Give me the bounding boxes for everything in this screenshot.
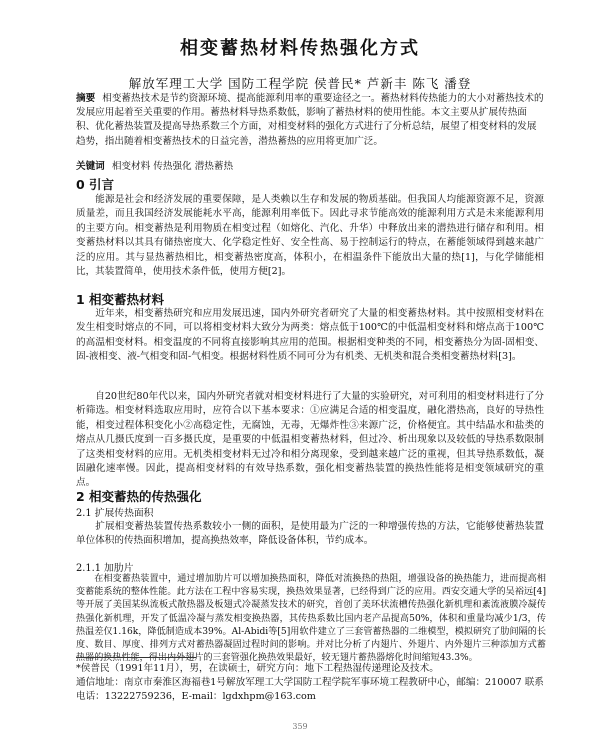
footnote-divider	[76, 657, 196, 658]
footnote-author-bio: *侯普民（1991年11月），男，在读硕士，研究方向：地下工程热湿传递理论及技术。	[76, 663, 439, 674]
footnote-address: 通信地址：南京市秦淮区海福巷1号解放军理工大学国防工程学院军事环境工程教研中心，邮编：210007 联系电话：13222759236，E-mail：lgdxhpm@163.com	[76, 677, 544, 703]
intro-paragraph: 能源是社会和经济发展的重要保障，是人类赖以生存和发展的物质基础。但我国人均能源资源不足，资源质量差，而且我国经济发展能耗水平高，能源利用率低下。因此寻求节能高效的能源利用方式是未来能源利用的主要方向。相变蓄热是利用物质在相变过程（如熔化、汽化、升华）中释放出来的潜热进行储存和利用。相变蓄热材料以其具有储热密度大、化学稳定性好、安全性高、易于控制运行的特点，在蓄能领域得到越来越广泛的应用。其与显热蓄热相比，相变蓄热密度高，体积小，在相温条件下能放出大量的热[1]，与化学储能相比，其装置简单，使用技术条件低，使用方便[2]。	[76, 194, 544, 278]
fins-paragraph: 在相变蓄热装置中，通过增加肋片可以增加换热面积，降低对流换热的热阻，增强设备的换热能力，进而提高相变蓄能系统的整体性能。此方法在工程中容易实现，换热效果显著，已经得到广泛的应用。西安交通大学的吴裕远[4]等开展了美国某纵流板式散热器及板翅式冷凝蒸发技术的研究，首创了美环状流槽传热强化新机理和紊流液膜冷凝传热强化新机理，开发了低温冷凝与蒸发相变换热器，其传热系数比国内老产品提高50%，体积和重量均减少1/3，传热温差仅1.16k，降低制造成本39%。Al-Abidi等[5]用软件建立了三套管蓄热器的二维模型，模拟研究了肋间隔的长度、数目、厚度、排列方式对蓄热器凝固过程时间的影响。并对比分析了内翅片、外翅片、内外翅片三种添加方式蓄热器的换热性能，得出内外翅片的三套管强化换热效果最好，较无翅片蓄热器熔化时间缩短43.3%。	[76, 574, 546, 664]
subsection-heading-fins: 2.1.1 加肋片	[76, 563, 134, 574]
section-heading-heat-transfer: 2 相变蓄热的传热强化	[76, 489, 202, 504]
section-heading-introduction: 0 引言	[76, 177, 115, 192]
materials-paragraph-2: 自20世纪80年代以来，国内外研究者就对相变材料进行了大量的实验研究，对可利用的相变材料进行了分析筛选。相变材料选取应用时，应符合以下基本要求：①应满足合适的相变温度，融化潜热高，良好的导热性能，相变过程体积变化小②高稳定性，无腐蚀，无毒，无爆炸性③来源广泛，价格便宜。其中结晶水和盐类的熔点从几摄氏度到一百多摄氏度，是重要的中低温相变蓄热材料，但过冷、析出现象以及较低的导热系数限制了这类相变材料的应用。无机类相变材料无过冷和相分离现象，受到越来越广泛的重视，但其导热系数低，凝固融化速率慢。因此，提高相变材料的有效导热系数，强化相变蓄热装置的换热性能将是相变领域研究的重点。	[76, 391, 544, 489]
extended-area-paragraph: 扩展相变蓄热装置传热系数较小一侧的面积，是使用最为广泛的一种增强传热的方法，它能够使蓄热装置单位体积的传热面积增加，提高换热效率，降低设备体积，节约成本。	[76, 521, 544, 547]
page-number: 359	[292, 722, 308, 731]
materials-paragraph-1: 近年来，相变蓄热研究和应用发展迅速，国内外研究者研究了大量的相变蓄热材料。其中按照相变材料在发生相变时熔点的不同，可以将相变材料大致分为两类：熔点低于100℃的中低温相变材料和熔点高于100℃的高温相变材料。相变温度的不同将直接影响其应用的范围。根据相变种类的不同，相变蓄热分为固-固相变、固-液相变、液-气相变和固-气相变。根据材料性质不同可分为有机类、无机类和混合类相变蓄热材料[3]。	[76, 308, 544, 363]
footnote	[76, 662, 546, 705]
keywords	[76, 160, 546, 174]
author-line: 解放军理工大学 国防工程学院 侯普民* 芦新丰 陈飞 潘登	[128, 76, 472, 91]
subsection-heading-extended-area: 2.1 扩展传热面积	[76, 508, 154, 519]
keywords-text: 相变材料 传热强化 潜热蓄热	[111, 161, 234, 172]
abstract	[76, 92, 546, 149]
keywords-label: 关键词	[76, 161, 105, 172]
abstract-label: 摘要	[76, 93, 96, 104]
section-heading-materials: 1 相变蓄热材料	[76, 292, 165, 307]
abstract-text: 相变蓄热技术是节约资源环境、提高能源利用率的重要途径之一。蓄热材料传热能力的大小对蓄热技术的发展应用起着至关重要的作用。蓄热材料导热系数低，影响了蓄热材料的使用性能。本文主要从扩展传热面积、优化蓄热装置及提高导热系数三个方面，对相变材料的强化方式进行了分析总结，展望了相变材料的发展趋势，指出随着相变蓄热技术的日益完善，潜热蓄热的应用将更加广泛。	[76, 93, 544, 147]
paper-title: 相变蓄热材料传热强化方式	[180, 38, 420, 59]
